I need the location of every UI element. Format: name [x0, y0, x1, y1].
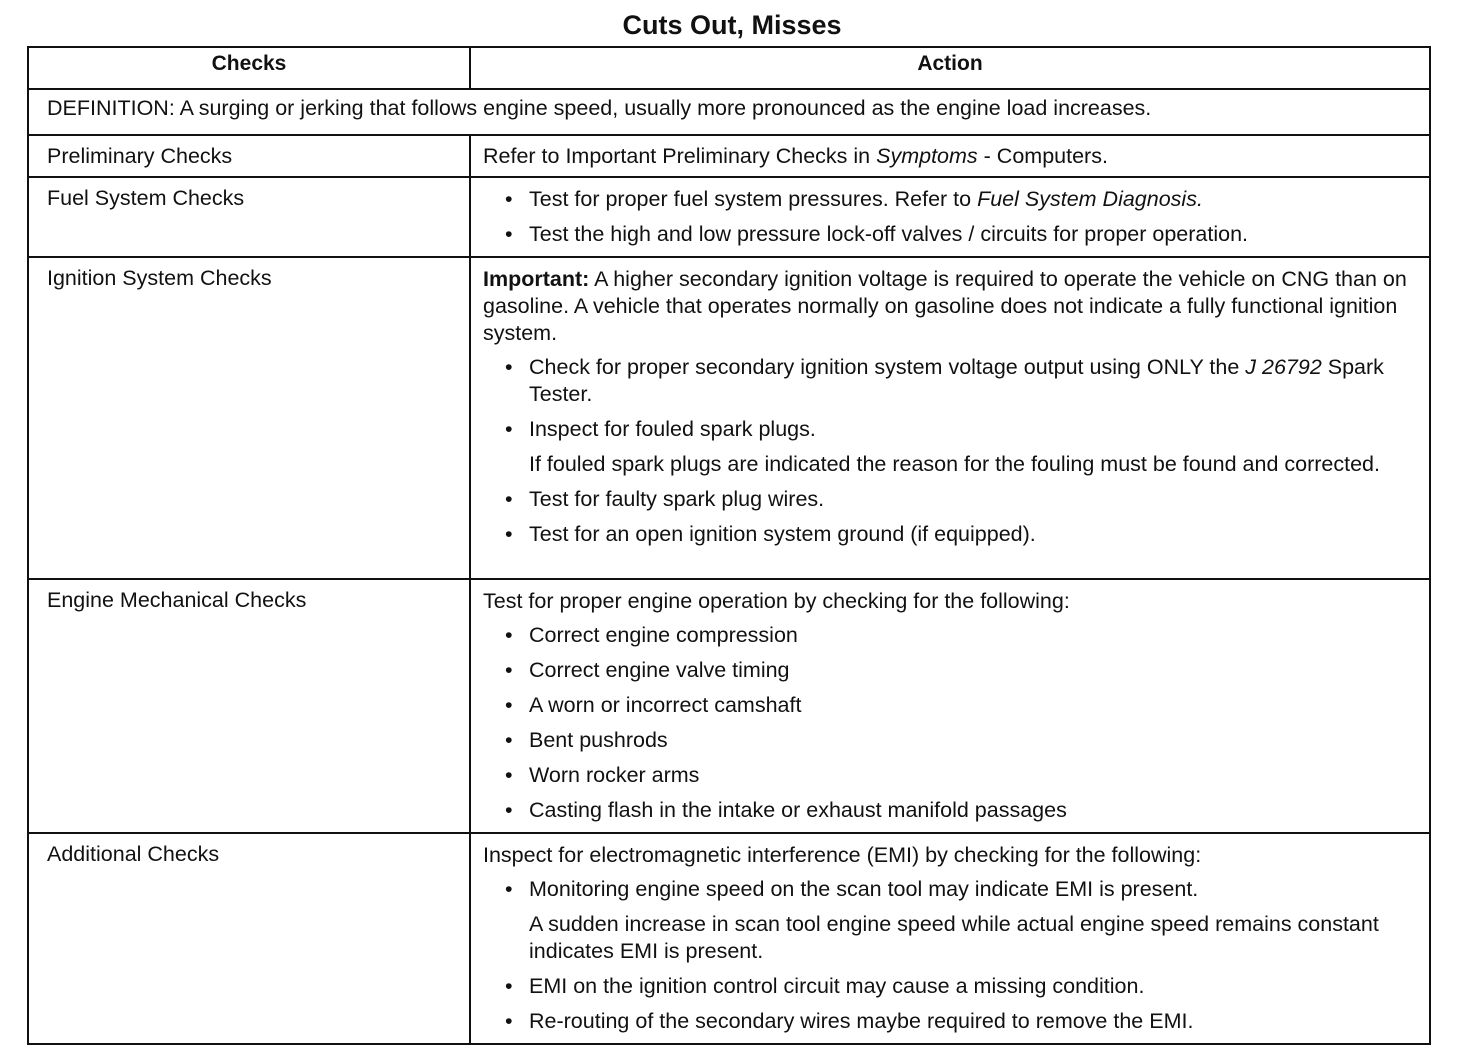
bullet-icon: •: [505, 763, 513, 787]
list-item: [483, 416, 1419, 478]
action-intro: Inspect for electromagnetic interference (EMI) by checking for the following:: [483, 843, 1202, 867]
list-item: [483, 762, 1419, 789]
item-text: Correct engine compression: [529, 623, 798, 647]
bullet-icon: •: [505, 487, 513, 511]
bullet-icon: •: [505, 417, 513, 441]
action-fuel: [470, 177, 1430, 257]
action-preliminary: [470, 135, 1430, 177]
item-text: Spark Tester.: [529, 355, 1384, 406]
item-italic-text: J 26792: [1245, 355, 1322, 379]
list-item: [483, 797, 1419, 824]
item-text: Test the high and low pressure lock-off valves / circuits for proper operation.: [529, 222, 1249, 246]
table-row: [28, 177, 1430, 257]
bullet-list: [483, 354, 1419, 548]
item-text: Bent pushrods: [529, 728, 668, 752]
definition-row: [28, 89, 1430, 135]
bullet-list: [483, 876, 1419, 1035]
bullet-icon: •: [505, 222, 513, 246]
bullet-icon: •: [505, 623, 513, 647]
important-text: A higher secondary ignition voltage is required to operate the vehicle on CNG than on gasoline. A vehicle that operates normally on gasoline does not indicate a fully functional ignition system.: [483, 267, 1407, 345]
bullet-icon: •: [505, 728, 513, 752]
item-text: Test for proper fuel system pressures. Refer to: [529, 187, 978, 211]
check-label-preliminary: Preliminary Checks: [28, 135, 470, 177]
item-subtext: A sudden increase in scan tool engine speed while actual engine speed remains constant indicates EMI is present.: [529, 912, 1379, 963]
item-italic-text: Fuel System Diagnosis.: [977, 187, 1203, 211]
check-label-ignition: Ignition System Checks: [28, 257, 470, 579]
bullet-icon: •: [505, 798, 513, 822]
diagnosis-table: [27, 46, 1431, 1045]
item-text: Test for faulty spark plug wires.: [529, 487, 825, 511]
list-item: [483, 486, 1419, 513]
table-row: [28, 135, 1430, 177]
bullet-icon: •: [505, 187, 513, 211]
item-text: Check for proper secondary ignition system voltage output using ONLY the: [529, 355, 1246, 379]
action-text: - Computers.: [977, 144, 1108, 168]
table-row: [28, 833, 1430, 1044]
action-ignition: [470, 257, 1430, 579]
table-row: [28, 257, 1430, 579]
check-label-additional: Additional Checks: [28, 833, 470, 1044]
list-item: [483, 622, 1419, 649]
bullet-icon: •: [505, 1009, 513, 1033]
bullet-icon: •: [505, 693, 513, 717]
item-text: A worn or incorrect camshaft: [529, 693, 802, 717]
list-item: [483, 876, 1419, 965]
header-row: [28, 47, 1430, 89]
item-text: EMI on the ignition control circuit may cause a missing condition.: [529, 974, 1145, 998]
list-item: [483, 186, 1419, 213]
item-text: Monitoring engine speed on the scan tool may indicate EMI is present.: [529, 877, 1199, 901]
checks-header: Checks: [28, 47, 470, 89]
action-italic-text: Symptoms: [876, 144, 978, 168]
list-item: [483, 657, 1419, 684]
item-text: Test for an open ignition system ground (if equipped).: [529, 522, 1036, 546]
important-note: [483, 266, 1419, 347]
action-additional: [470, 833, 1430, 1044]
action-header: Action: [470, 47, 1430, 89]
check-label-engine: Engine Mechanical Checks: [28, 579, 470, 833]
item-text: Correct engine valve timing: [529, 658, 790, 682]
bullet-icon: •: [505, 658, 513, 682]
list-item: [483, 354, 1419, 408]
list-item: [483, 727, 1419, 754]
page-title: Cuts Out, Misses: [622, 10, 842, 40]
list-item: [483, 521, 1419, 548]
bullet-list: [483, 186, 1419, 248]
list-item: [483, 973, 1419, 1000]
item-text: Casting flash in the intake or exhaust manifold passages: [529, 798, 1067, 822]
list-item: [483, 692, 1419, 719]
bullet-icon: •: [505, 355, 513, 379]
list-item: [483, 221, 1419, 248]
action-intro: Test for proper engine operation by checking for the following:: [483, 589, 1070, 613]
list-item: [483, 1008, 1419, 1035]
item-text: Inspect for fouled spark plugs.: [529, 417, 816, 441]
item-text: Worn rocker arms: [529, 763, 700, 787]
table-row: [28, 579, 1430, 833]
item-subtext: If fouled spark plugs are indicated the reason for the fouling must be found and corrected.: [529, 452, 1380, 476]
item-text: Re-routing of the secondary wires maybe required to remove the EMI.: [529, 1009, 1194, 1033]
check-label-fuel: Fuel System Checks: [28, 177, 470, 257]
bullet-icon: •: [505, 877, 513, 901]
important-label: Important:: [483, 267, 590, 291]
action-engine: [470, 579, 1430, 833]
definition-text: DEFINITION: A surging or jerking that follows engine speed, usually more pronounced as the engine load increases.: [28, 89, 1430, 135]
bullet-icon: •: [505, 522, 513, 546]
bullet-list: [483, 622, 1419, 824]
action-text: Refer to Important Preliminary Checks in: [483, 144, 877, 168]
bullet-icon: •: [505, 974, 513, 998]
